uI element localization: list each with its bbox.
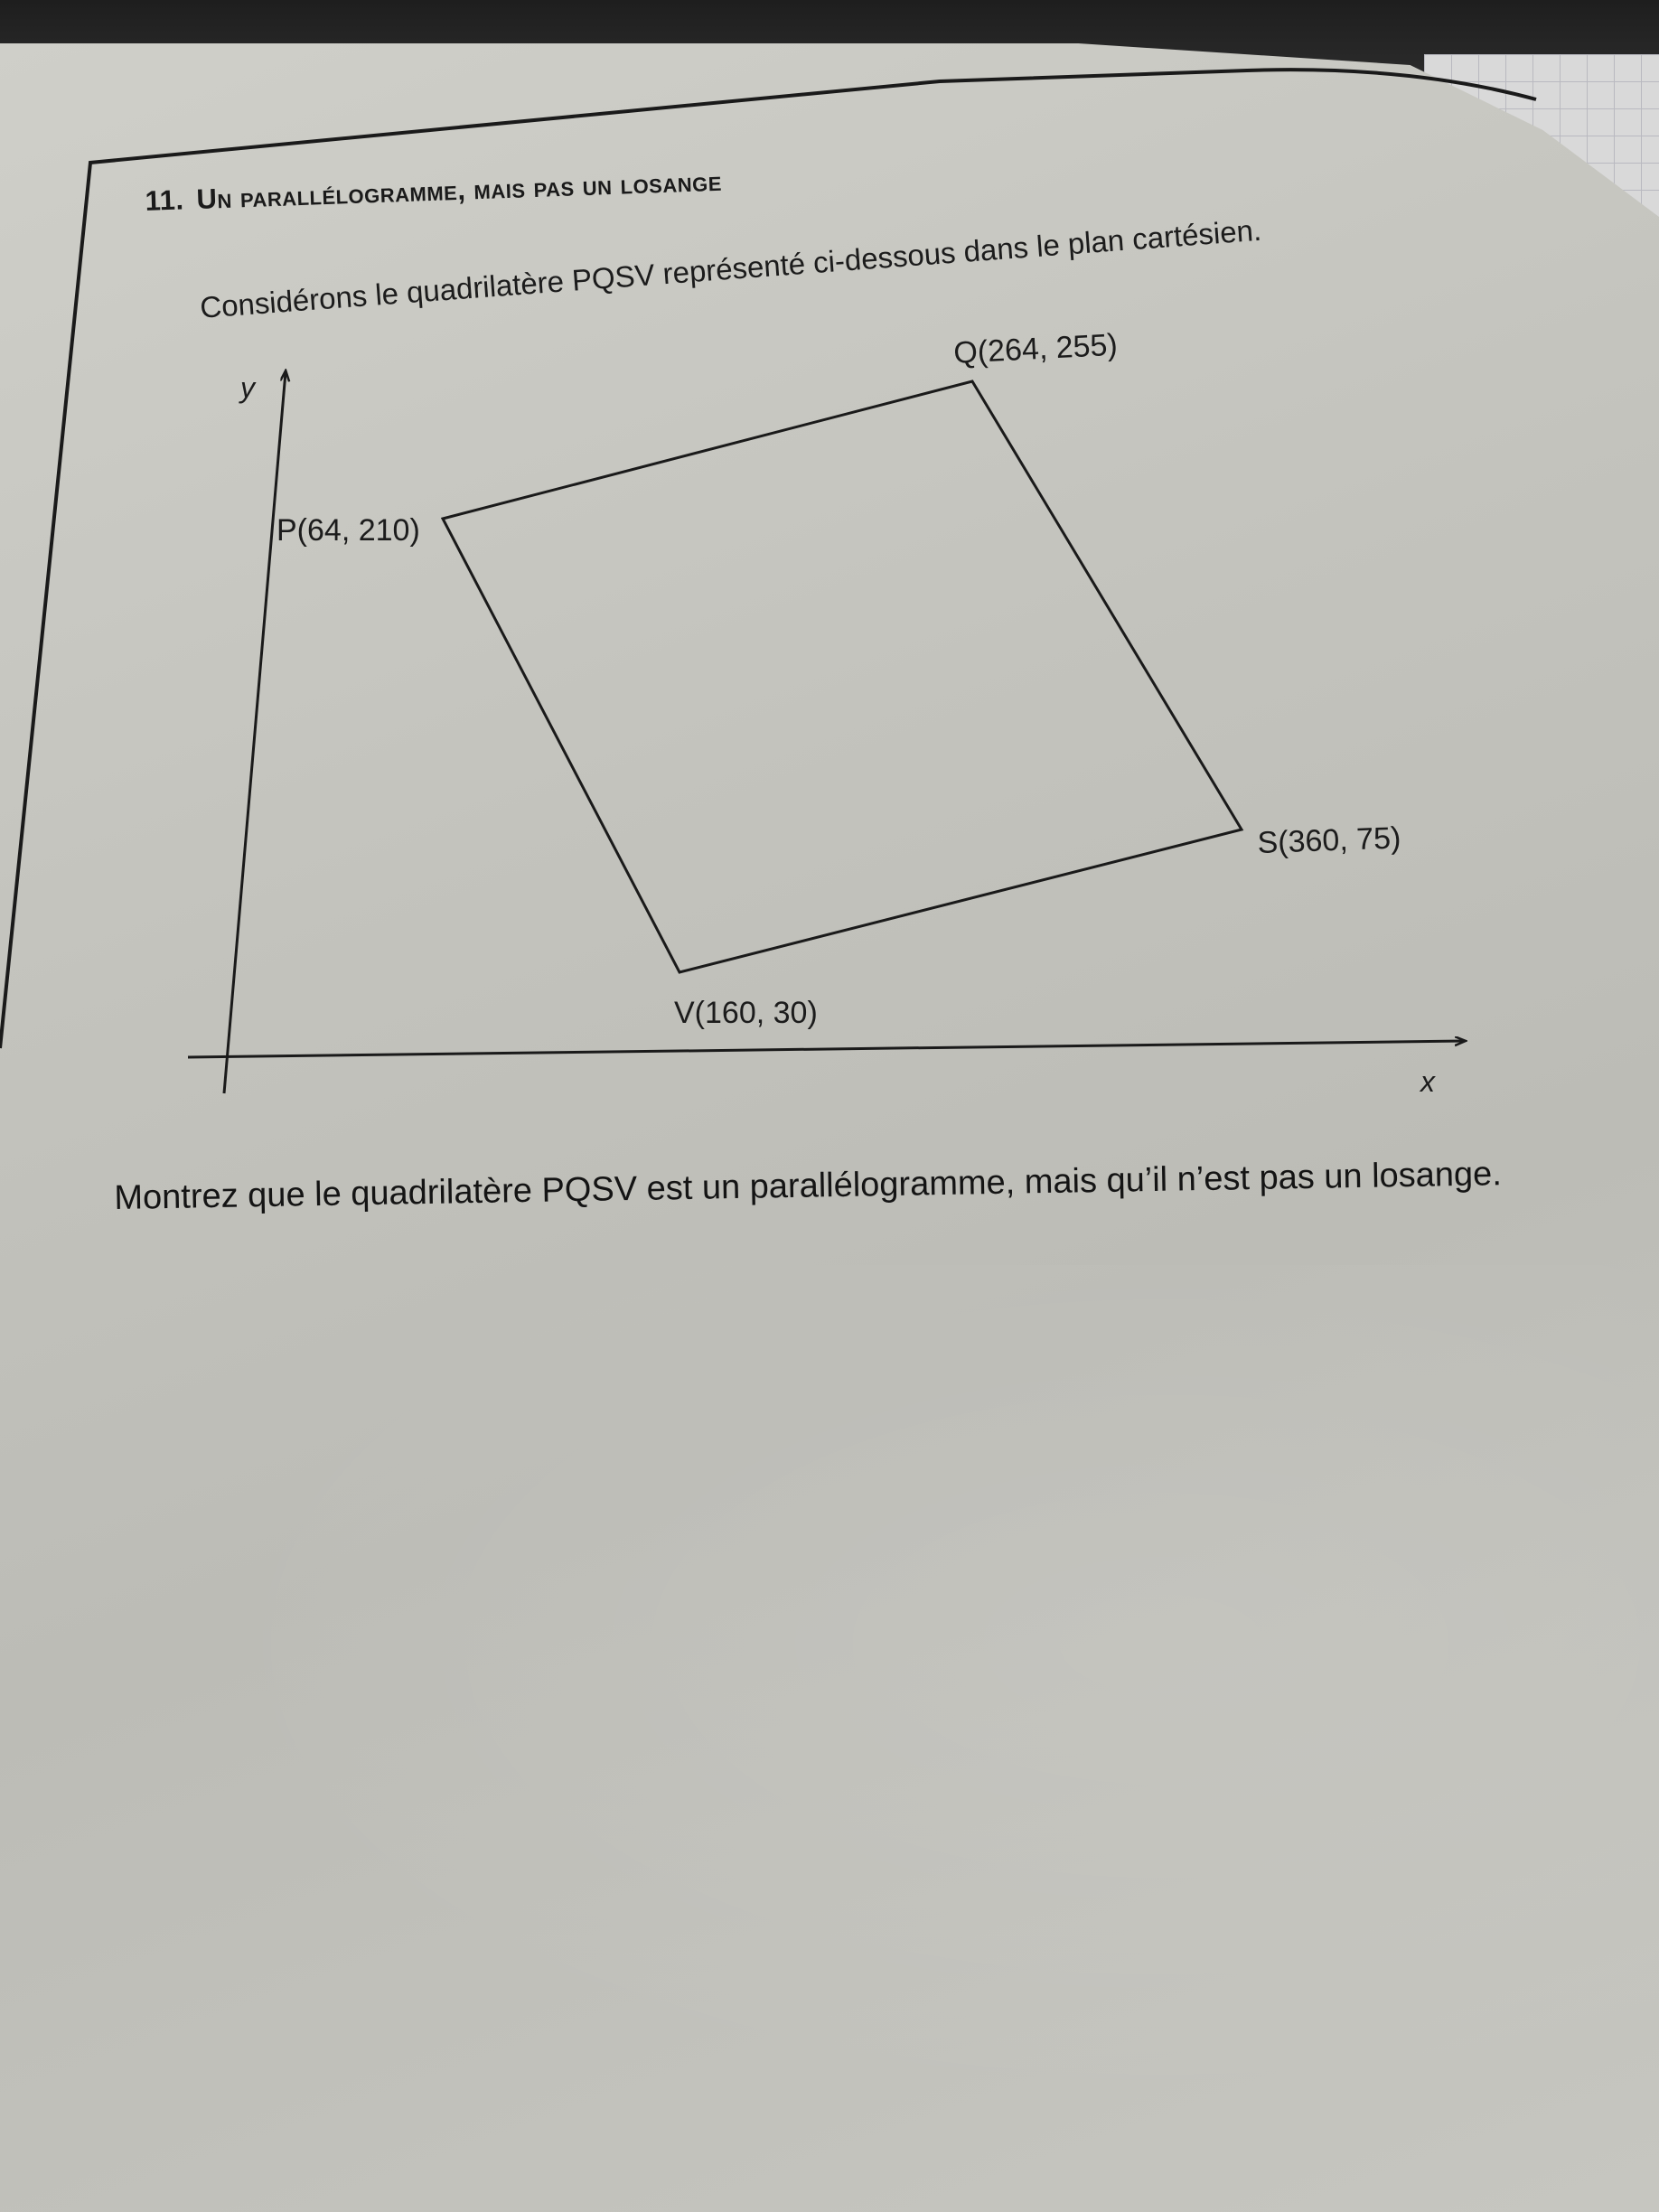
quadrilateral-pqsv [443, 381, 1242, 972]
point-s-label: S(360, 75) [1256, 820, 1401, 860]
exercise-intro: Considérons le quadrilatère PQSV représenté ci-dessous dans le plan cartésien. [199, 212, 1263, 324]
point-q-label: Q(264, 255) [952, 327, 1119, 370]
x-axis-label: x [1420, 1065, 1435, 1098]
exercise-title: Un parallélogramme, mais pas un losange [195, 164, 723, 215]
question-text: Montrez que le quadrilatère PQSV est un parallélogramme, mais qu’il n’est pas un losange. [114, 1155, 1503, 1217]
point-v-label: V(160, 30) [674, 996, 818, 1030]
x-axis [188, 1041, 1464, 1057]
exercise-number: 11. [145, 183, 185, 217]
point-p-label: P(64, 210) [276, 513, 420, 548]
y-axis [224, 372, 286, 1093]
y-axis-label: y [240, 371, 255, 404]
